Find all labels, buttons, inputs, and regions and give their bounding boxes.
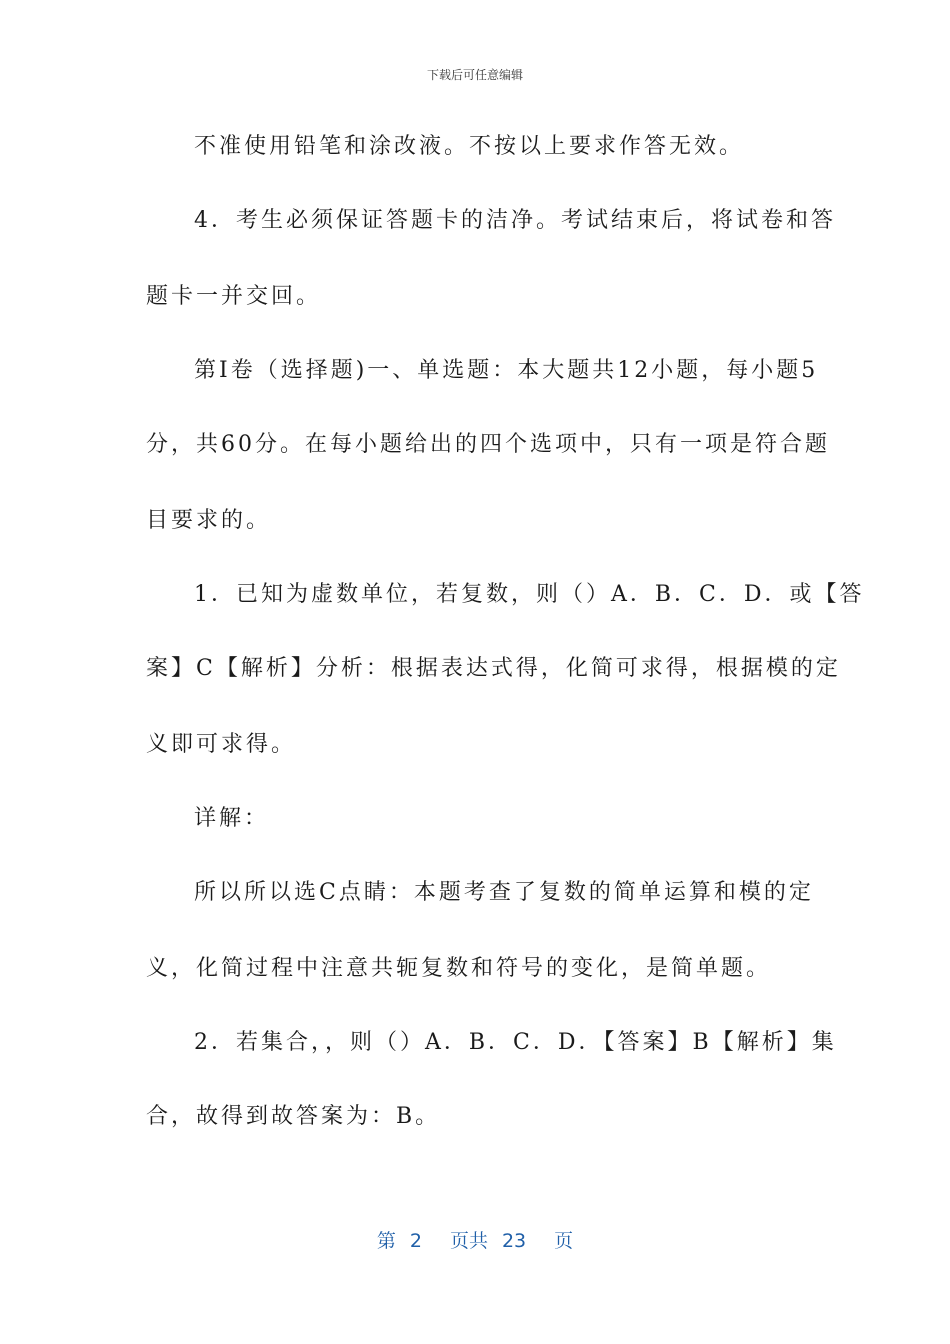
paragraph-line: 不准使用铅笔和涂改液。不按以上要求作答无效。 <box>194 134 745 159</box>
current-page-number: 2 <box>409 1230 422 1252</box>
paragraph-line: 义，化简过程中注意共轭复数和符号的变化，是简单题。 <box>146 956 772 981</box>
page-header: 下载后可任意编辑 <box>426 68 523 82</box>
paragraph-line: 4．考生必须保证答题卡的洁净。考试结束后，将试卷和答 <box>194 208 836 233</box>
footer-suffix: 页 <box>554 1230 574 1252</box>
paragraph-line: 2．若集合，，则（）A．B．C．D．【答案】B【解析】集 <box>194 1030 837 1055</box>
paragraph-line: 1．已知为虚数单位，若复数，则（）A．B．C．D．或【答 <box>194 582 865 607</box>
paragraph-line: 所以所以选C点睛：本题考查了复数的简单运算和模的定 <box>194 880 814 905</box>
footer-prefix: 第 <box>376 1230 396 1252</box>
total-pages-number: 23 <box>501 1230 527 1252</box>
paragraph-line: 题卡一并交回。 <box>146 284 322 309</box>
page-footer <box>0 1226 950 1253</box>
paragraph-line: 分，共60分。在每小题给出的四个选项中，只有一项是符合题 <box>146 432 830 457</box>
footer-mid: 页共 <box>449 1230 488 1252</box>
paragraph-line: 义即可求得。 <box>146 732 297 757</box>
paragraph-line: 目要求的。 <box>146 508 272 533</box>
paragraph-line: 第Ⅰ卷（选择题)一、单选题：本大题共12小题，每小题5 <box>194 358 819 383</box>
paragraph-line: 合，故得到故答案为：B。 <box>146 1104 441 1129</box>
paragraph-line: 详解： <box>194 806 270 831</box>
paragraph-line: 案】C【解析】分析：根据表达式得，化简可求得，根据模的定 <box>146 656 841 681</box>
